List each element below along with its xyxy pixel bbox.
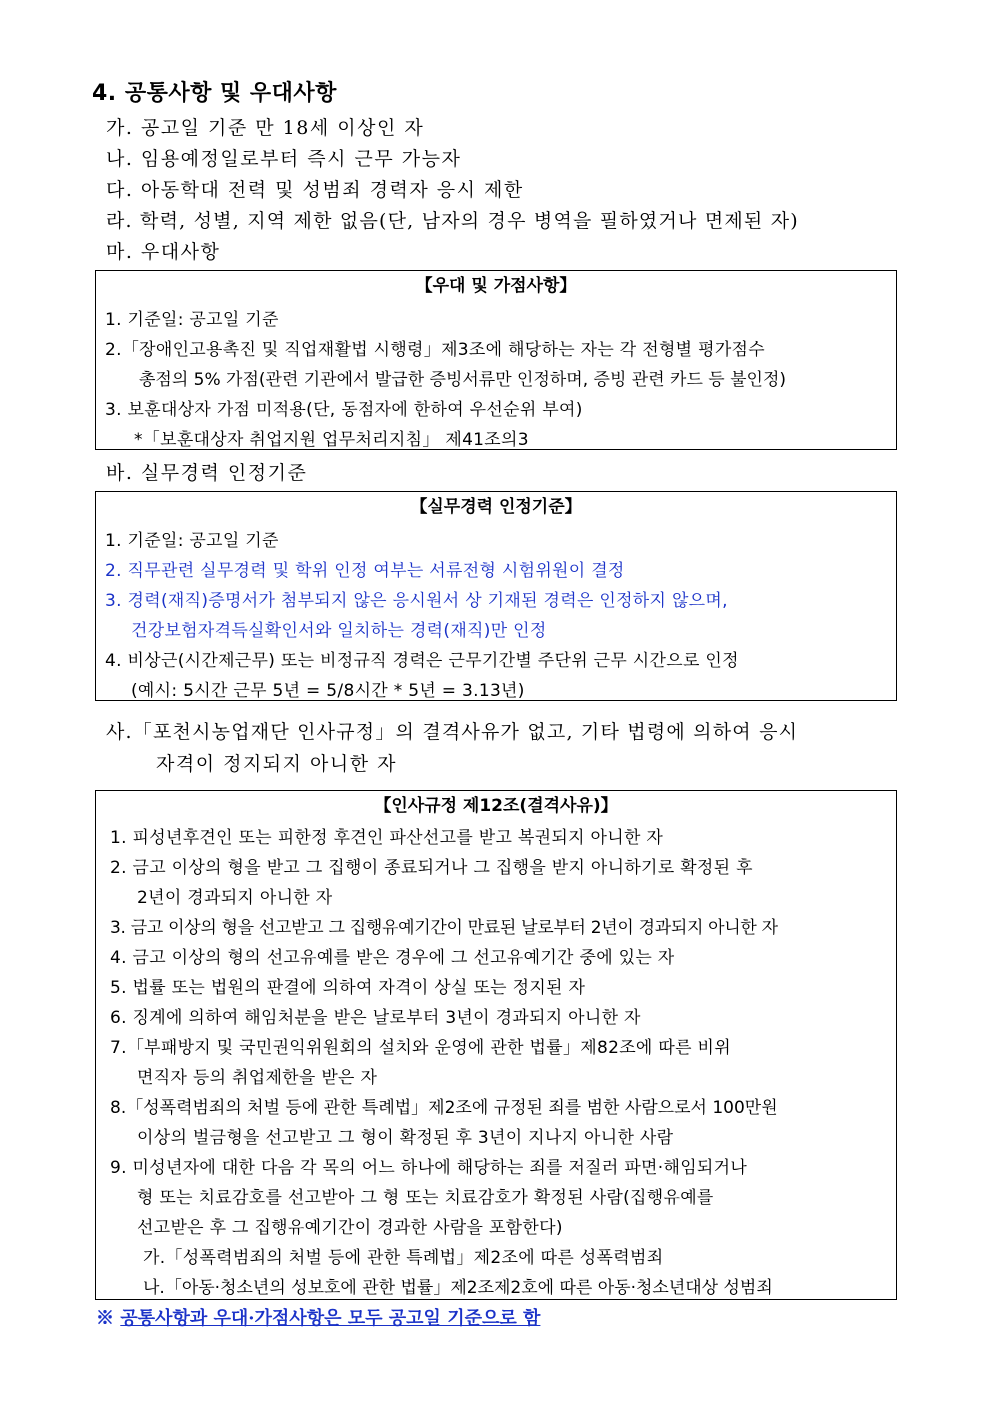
disqualification-line-3: 2년이 경과되지 아니한 자	[137, 888, 333, 908]
item-ra: 라. 학력, 성별, 지역 제한 없음(단, 남자의 경우 병역을 필하였거나 면제된 자)	[106, 210, 799, 232]
disqualification-line-15: 가.「성폭력범죄의 처벌 등에 관한 특례법」제2조에 따른 성폭력범죄	[143, 1248, 664, 1268]
disqualification-line-13: 형 또는 치료감호를 선고받아 그 형 또는 치료감호가 확정된 사람(집행유예를	[137, 1188, 714, 1208]
experience-line-4: 건강보험자격득실확인서와 일치하는 경력(재직)만 인정	[131, 621, 547, 641]
disqualification-line-16: 나.「아동·청소년의 성보호에 관한 법률」제2조제2호에 따른 아동·청소년대상 성범죄	[143, 1278, 773, 1298]
disqualification-box	[95, 790, 897, 1300]
preference-box	[95, 270, 897, 450]
disqualification-line-1: 1. 피성년후견인 또는 피한정 후견인 파산선고를 받고 복권되지 아니한 자	[110, 828, 664, 848]
disqualification-line-12: 9. 미성년자에 대한 다음 각 목의 어느 하나에 해당하는 죄를 저질러 파면·해임되거나	[110, 1158, 748, 1178]
experience-line-1: 1. 기준일: 공고일 기준	[105, 531, 279, 551]
item-sa-line-2: 자격이 정지되지 아니한 자	[156, 753, 398, 775]
disqualification-line-8: 7.「부패방지 및 국민권익위원회의 설치와 운영에 관한 법률」제82조에 따른 비위	[110, 1038, 731, 1058]
footnote	[96, 1304, 540, 1330]
preference-line-2: 2.「장애인고용촉진 및 직업재활법 시행령」제3조에 해당하는 자는 각 전형별 평가점수	[105, 340, 765, 360]
disqualification-line-14: 선고받은 후 그 집행유예기간이 경과한 사람을 포함한다)	[137, 1218, 563, 1238]
experience-line-3: 3. 경력(재직)증명서가 첨부되지 않은 응시원서 상 기재된 경력은 인정하지 않으며,	[105, 591, 728, 611]
item-ga: 가. 공고일 기준 만 18세 이상인 자	[106, 117, 425, 139]
item-na: 나. 임용예정일로부터 즉시 근무 가능자	[106, 148, 462, 170]
preference-line-5: *「보훈대상자 취업지원 업무처리지침」 제41조의3	[134, 430, 529, 450]
disqualification-line-7: 6. 징계에 의하여 해임처분을 받은 날로부터 3년이 경과되지 아니한 자	[110, 1008, 641, 1028]
preference-line-1: 1. 기준일: 공고일 기준	[105, 310, 279, 330]
reference-mark: ※	[96, 1308, 114, 1329]
section-title: 4. 공통사항 및 우대사항	[92, 81, 337, 106]
disqualification-line-11: 이상의 벌금형을 선고받고 그 형이 확정된 후 3년이 지나지 아니한 사람	[137, 1128, 674, 1148]
disqualification-line-10: 8.「성폭력범죄의 처벌 등에 관한 특례법」제2조에 규정된 죄를 범한 사람으로서 100만원	[110, 1098, 778, 1118]
preference-line-3: 총점의 5% 가점(관련 기관에서 발급한 증빙서류만 인정하며, 증빙 관련 카드 등 불인정)	[139, 370, 787, 390]
experience-box-title: 【실무경력 인정기준】	[410, 497, 582, 517]
disqualification-line-6: 5. 법률 또는 법원의 판결에 의하여 자격이 상실 또는 정지된 자	[110, 978, 586, 998]
item-ba: 바. 실무경력 인정기준	[106, 462, 308, 484]
disqualification-line-5: 4. 금고 이상의 형의 선고유예를 받은 경우에 그 선고유예기간 중에 있는 자	[110, 948, 675, 968]
disqualification-line-9: 면직자 등의 취업제한을 받은 자	[137, 1068, 378, 1088]
item-ma: 마. 우대사항	[106, 241, 221, 263]
preference-box-title: 【우대 및 가점사항】	[415, 276, 577, 296]
item-da: 다. 아동학대 전력 및 성범죄 경력자 응시 제한	[106, 179, 524, 201]
footnote-text: 공통사항과 우대·가점사항은 모두 공고일 기준으로 함	[120, 1308, 541, 1329]
disqualification-box-title: 【인사규정 제12조(결격사유)】	[374, 796, 618, 816]
disqualification-line-4: 3. 금고 이상의 형을 선고받고 그 집행유예기간이 만료된 날로부터 2년이 경과되지 아니한 자	[110, 918, 778, 938]
experience-line-6: (예시: 5시간 근무 5년 = 5/8시간 * 5년 = 3.13년)	[131, 681, 525, 701]
item-sa-line-1: 사.「포천시농업재단 인사규정」의 결격사유가 없고, 기타 법령에 의하여 응시	[106, 721, 799, 743]
experience-line-5: 4. 비상근(시간제근무) 또는 비정규직 경력은 근무기간별 주단위 근무 시간으로 인정	[105, 651, 739, 671]
disqualification-line-2: 2. 금고 이상의 형을 받고 그 집행이 종료되거나 그 집행을 받지 아니하기로 확정된 후	[110, 858, 753, 878]
preference-line-4: 3. 보훈대상자 가점 미적용(단, 동점자에 한하여 우선순위 부여)	[105, 400, 583, 420]
experience-box	[95, 491, 897, 701]
experience-line-2: 2. 직무관련 실무경력 및 학위 인정 여부는 서류전형 시험위원이 결정	[105, 561, 625, 581]
